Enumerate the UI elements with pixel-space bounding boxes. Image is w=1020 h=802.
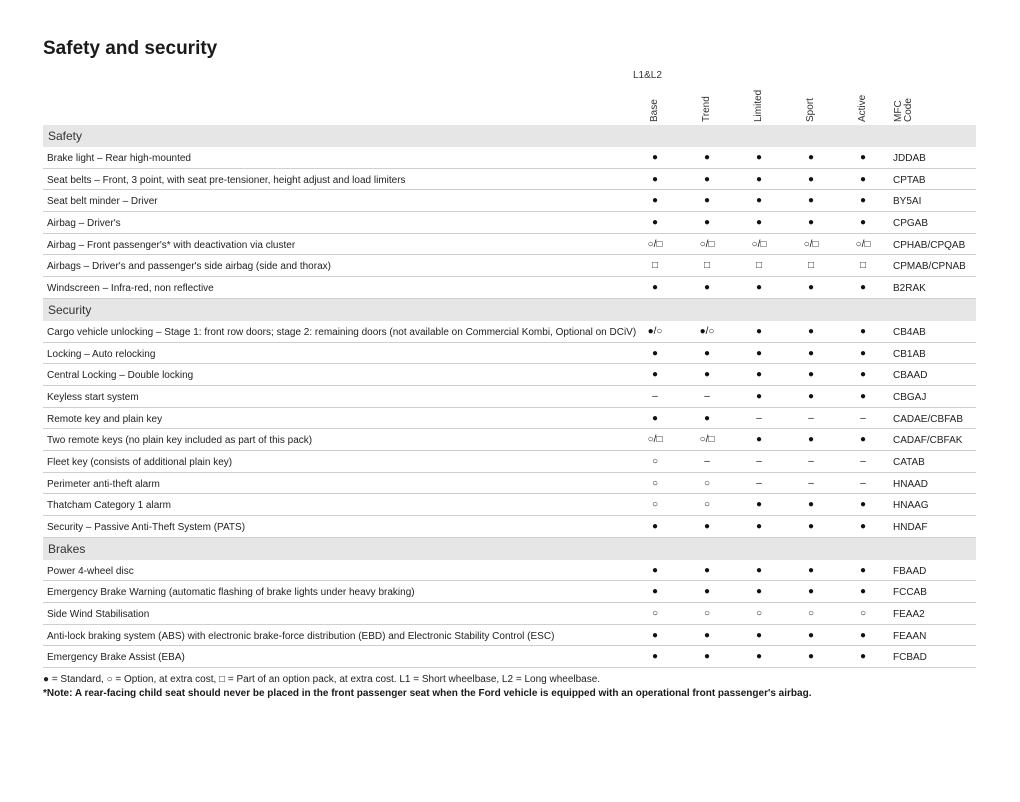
mfc-code: CB1AB [893,348,926,360]
availability-sport: □ [807,260,815,272]
table-row [43,212,976,234]
availability-sport: ● [807,434,815,446]
availability-trend: ● [703,347,711,359]
mfc-code: CPMAB/CPNAB [893,261,966,273]
section-header-brakes: Brakes [43,538,976,560]
availability-active: ● [859,152,867,163]
availability-trend: ● [703,173,711,185]
availability-active: ● [859,173,867,185]
availability-sport: ● [807,347,815,359]
availability-base: ○ [651,477,659,489]
mfc-code: HNAAD [893,478,929,490]
availability-trend: ● [703,586,711,598]
section-header-safety: Safety [43,125,976,147]
mfc-code: BY5AI [893,196,922,208]
availability-base: ● [651,369,659,381]
availability-limited: ● [755,282,763,294]
mfc-code: HNDAF [893,522,928,533]
availability-base: ○/□ [647,238,663,250]
availability-base: ● [651,521,659,532]
availability-limited: ● [755,586,763,598]
availability-trend: ○ [703,608,711,620]
feature-label: Windscreen – Infra-red, non reflective [47,283,214,295]
availability-trend: ● [703,629,711,641]
mfc-code: HNAAG [893,500,929,512]
feature-label: Security – Passive Anti-Theft System (PATS) [47,522,246,533]
feature-label: Seat belt minder – Driver [47,196,158,208]
feature-label: Side Wind Stabilisation [47,609,150,621]
feature-label: Thatcham Category 1 alarm [47,500,171,512]
mfc-code: FEAA2 [893,609,925,621]
table-row [43,364,976,386]
feature-label: Locking – Auto relocking [47,348,156,360]
mfc-code: B2RAK [893,283,926,295]
availability-limited: ● [755,173,763,185]
availability-trend: ●/○ [699,325,715,337]
availability-trend: ● [703,521,711,532]
availability-sport: – [808,477,814,489]
availability-base: ● [651,152,659,163]
availability-sport: ● [807,521,815,532]
mfc-code: FEAAN [893,630,927,642]
availability-active: ● [859,347,867,359]
table-row [43,581,976,603]
availability-sport: ● [807,651,815,663]
availability-trend: ● [703,195,711,207]
availability-active: ● [859,586,867,598]
column-header-sport: Sport [805,98,816,122]
availability-trend: ○ [703,477,711,489]
feature-label: Airbag – Driver's [47,218,121,230]
availability-base: ●/○ [647,325,663,337]
table-row [43,234,976,256]
table-row [43,603,976,625]
table-row [43,429,976,451]
availability-active: ● [859,629,867,641]
availability-sport: – [808,412,814,424]
column-header-active: Active [857,94,868,122]
availability-base: ● [651,629,659,641]
availability-base: □ [651,260,659,272]
mfc-code: FBAAD [893,565,927,577]
table-row [43,473,976,495]
mfc-code: CBAAD [893,370,928,382]
availability-active: ○ [859,608,867,620]
availability-limited: ● [755,564,763,576]
availability-limited: ● [755,651,763,663]
feature-label: Emergency Brake Warning (automatic flashing of brake lights under heavy braking) [47,587,415,599]
availability-sport: ○/□ [803,238,819,250]
availability-limited: ● [755,217,763,229]
availability-active: – [860,412,866,424]
feature-label: Fleet key (consists of additional plain key) [47,456,233,468]
feature-label: Remote key and plain key [47,413,163,425]
availability-trend: ● [703,152,711,163]
mfc-header-line2: Code [903,98,914,122]
availability-active: ● [859,564,867,576]
availability-limited: ○/□ [751,238,767,250]
mfc-code: CADAE/CBFAB [893,413,964,425]
availability-limited: □ [755,260,763,272]
table-row [43,494,976,516]
group-label: L1&L2 [633,70,662,81]
availability-sport: ● [807,152,815,163]
availability-base: – [652,390,658,402]
mfc-code: CPHAB/CPQAB [893,239,966,251]
table-row [43,255,976,277]
availability-sport: ● [807,369,815,381]
availability-sport: ● [807,282,815,294]
availability-sport: ● [807,390,815,402]
mfc-code: CADAF/CBFAK [893,435,963,447]
table-row [43,169,976,191]
availability-limited: ● [755,347,763,359]
availability-active: ● [859,325,867,337]
availability-active: – [860,477,866,489]
availability-sport: ● [807,629,815,641]
availability-sport: ● [807,325,815,337]
availability-base: ○/□ [647,434,663,446]
availability-limited: ● [755,434,763,446]
table-row [43,321,976,343]
availability-limited: – [756,455,762,467]
availability-active: ● [859,195,867,207]
airbag-note: *Note: A rear-facing child seat should never be placed in the front passenger seat when the Ford vehicle is equipped with an operational front passenger's airbag. [43,688,812,699]
legend-footnote: ● = Standard, ○ = Option, at extra cost, □ = Part of an option pack, at extra cost. L1 = Short wheelbase, L2 = Long wheelbase. [43,674,601,685]
feature-label: Brake light – Rear high-mounted [47,153,191,164]
feature-label: Central Locking – Double locking [47,370,194,382]
availability-base: ● [651,412,659,424]
availability-trend: ● [703,651,711,663]
mfc-code: CATAB [893,456,925,468]
availability-active: ● [859,282,867,294]
mfc-header-line1: MFC [893,100,904,122]
availability-active: ● [859,390,867,402]
availability-trend: ○/□ [699,238,715,250]
availability-trend: ● [703,282,711,294]
availability-base: ○ [651,455,659,467]
availability-trend: □ [703,260,711,272]
availability-limited: ● [755,195,763,207]
availability-base: ○ [651,608,659,620]
availability-base: ● [651,282,659,294]
availability-limited: ● [755,521,763,532]
availability-active: – [860,455,866,467]
mfc-code: CPGAB [893,218,929,230]
availability-base: ○ [651,499,659,511]
availability-active: ● [859,499,867,511]
availability-base: ● [651,217,659,229]
mfc-code: FCBAD [893,652,927,664]
availability-active: ○/□ [855,238,871,250]
availability-active: ● [859,369,867,381]
feature-label: Airbags – Driver's and passenger's side airbag (side and thorax) [47,261,331,273]
feature-label: Perimeter anti-theft alarm [47,478,160,490]
table-row [43,451,976,473]
mfc-code: CBGAJ [893,391,927,403]
table-row [43,147,976,169]
availability-limited: ● [755,369,763,381]
availability-limited: – [756,477,762,489]
table-row [43,625,976,647]
availability-base: ● [651,195,659,207]
column-header-limited: Limited [753,89,764,122]
availability-trend: ○/□ [699,434,715,446]
mfc-code: FCCAB [893,587,927,599]
availability-sport: ● [807,195,815,207]
page-title: Safety and security [43,38,218,59]
availability-base: ● [651,347,659,359]
mfc-code: CB4AB [893,326,926,338]
availability-trend: ● [703,217,711,229]
availability-sport: ● [807,586,815,598]
availability-base: ● [651,173,659,185]
table-row [43,646,976,668]
table-row [43,277,976,299]
availability-active: ● [859,434,867,446]
table-row [43,386,976,408]
availability-limited: ○ [755,608,763,620]
availability-limited: ● [755,499,763,511]
availability-active: □ [859,260,867,272]
availability-base: ● [651,651,659,663]
features-table [43,125,976,668]
table-row [43,190,976,212]
feature-label: Anti-lock braking system (ABS) with electronic brake-force distribution (EBD) and Electronic Stability Control (ESC) [47,630,555,642]
availability-sport: ● [807,499,815,511]
availability-sport: ● [807,564,815,576]
availability-trend: ● [703,412,711,424]
mfc-code: CPTAB [893,174,926,186]
availability-sport: ● [807,173,815,185]
column-header-base: Base [649,99,660,122]
column-header-mfc-code [893,86,933,122]
availability-base: ● [651,564,659,576]
table-row [43,560,976,582]
availability-limited: ● [755,390,763,402]
availability-sport: – [808,455,814,467]
availability-limited: ● [755,325,763,337]
section-header-security: Security [43,299,976,321]
feature-label: Power 4-wheel disc [47,565,134,577]
feature-label: Airbag – Front passenger's* with deactivation via cluster [47,239,296,251]
availability-base: ● [651,586,659,598]
availability-sport: ○ [807,608,815,620]
mfc-code: JDDAB [893,153,926,164]
feature-label: Emergency Brake Assist (EBA) [47,652,185,664]
table-row [43,408,976,430]
feature-label: Seat belts – Front, 3 point, with seat pre-tensioner, height adjust and load limiters [47,174,406,186]
availability-sport: ● [807,217,815,229]
availability-trend: – [704,390,710,402]
feature-label: Keyless start system [47,391,139,403]
availability-trend: ○ [703,499,711,511]
feature-label: Two remote keys (no plain key included as part of this pack) [47,435,313,447]
availability-active: ● [859,521,867,532]
availability-active: ● [859,651,867,663]
availability-limited: ● [755,629,763,641]
availability-trend: – [704,455,710,467]
column-header-trend: Trend [701,96,712,122]
table-row [43,516,976,538]
availability-trend: ● [703,369,711,381]
availability-active: ● [859,217,867,229]
feature-label: Cargo vehicle unlocking – Stage 1: front row doors; stage 2: remaining doors (not available on Commercial Kombi, Optional on DCiV) [47,326,637,338]
table-row [43,343,976,365]
availability-trend: ● [703,564,711,576]
availability-limited: – [756,412,762,424]
availability-limited: ● [755,152,763,163]
